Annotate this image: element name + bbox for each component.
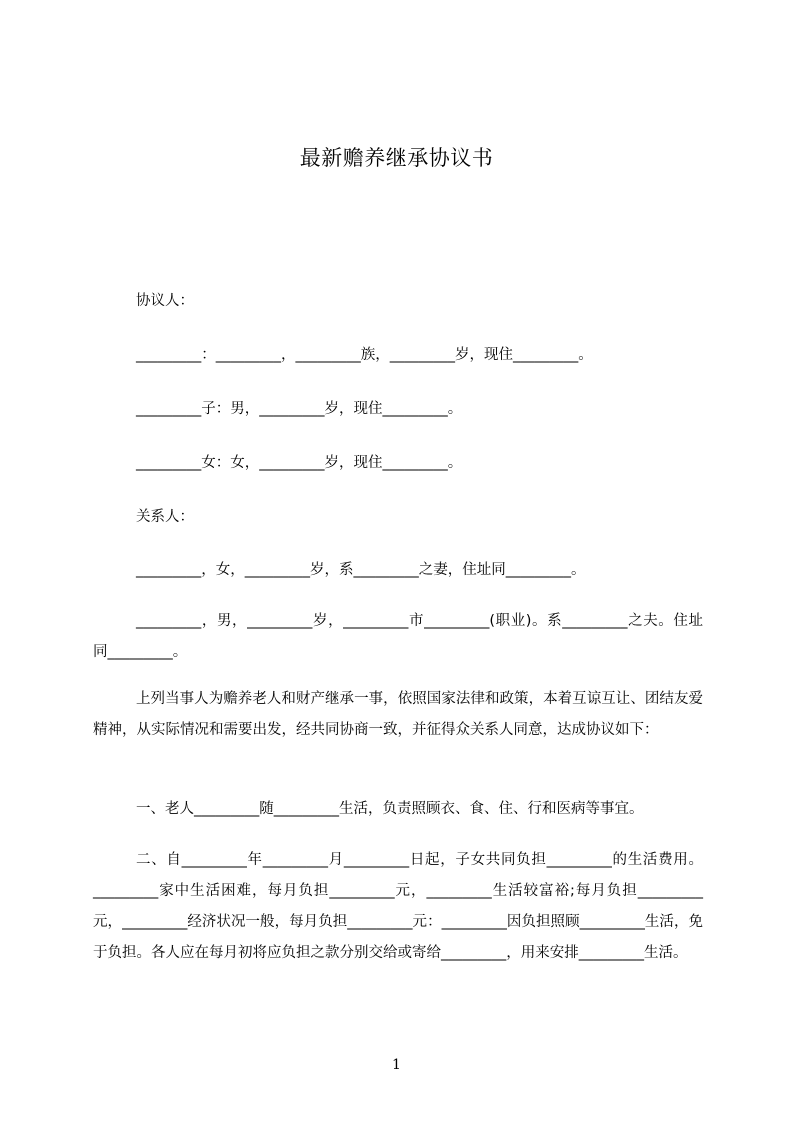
party-line-3: _________女：女，_________岁，现住_________。	[136, 455, 463, 471]
party-line-1: _________：_________，_________族，_________岁，现住_________。	[136, 347, 593, 363]
intro-paragraph: 上列当事人为赡养老人和财产继承一事，依照国家法律和政策，本着互谅互让、团结友爱精神，从实际情况和需要出发，经共同协商一致，并征得众关系人同意，达成协议如下：	[93, 691, 703, 738]
clause-1: 一、老人_________随_________生活，负责照顾衣、食、住、行和医病等事宜。	[136, 801, 644, 817]
party-heading: 协议人：	[136, 293, 194, 309]
clause-2: 二、自_________年_________月_________日起，子女共同负担_________的生活费用。_________家中生活困难，每月负担_________元，_________生活较富裕;每月负担_________元，_________经济状况一般，每月负担_________元：_________因负担照顾_________生活，免于负担。各人应在每月初将应负担之款分别交给或寄给_________，用来安排_________生活。	[93, 852, 703, 961]
relation-line-1: _________，女，_________岁，系_________之妻，住址同_________。	[136, 562, 586, 578]
relation-line-2: _________，男，_________岁，_________市_________(职业)。系_________之夫。住址同_________。	[93, 613, 703, 660]
page-number: 1	[392, 1057, 401, 1073]
party-line-2: _________子：男，_________岁，现住_________。	[136, 401, 463, 417]
document-title: 最新赡养继承协议书	[299, 146, 494, 170]
relation-heading: 关系人：	[136, 509, 194, 525]
